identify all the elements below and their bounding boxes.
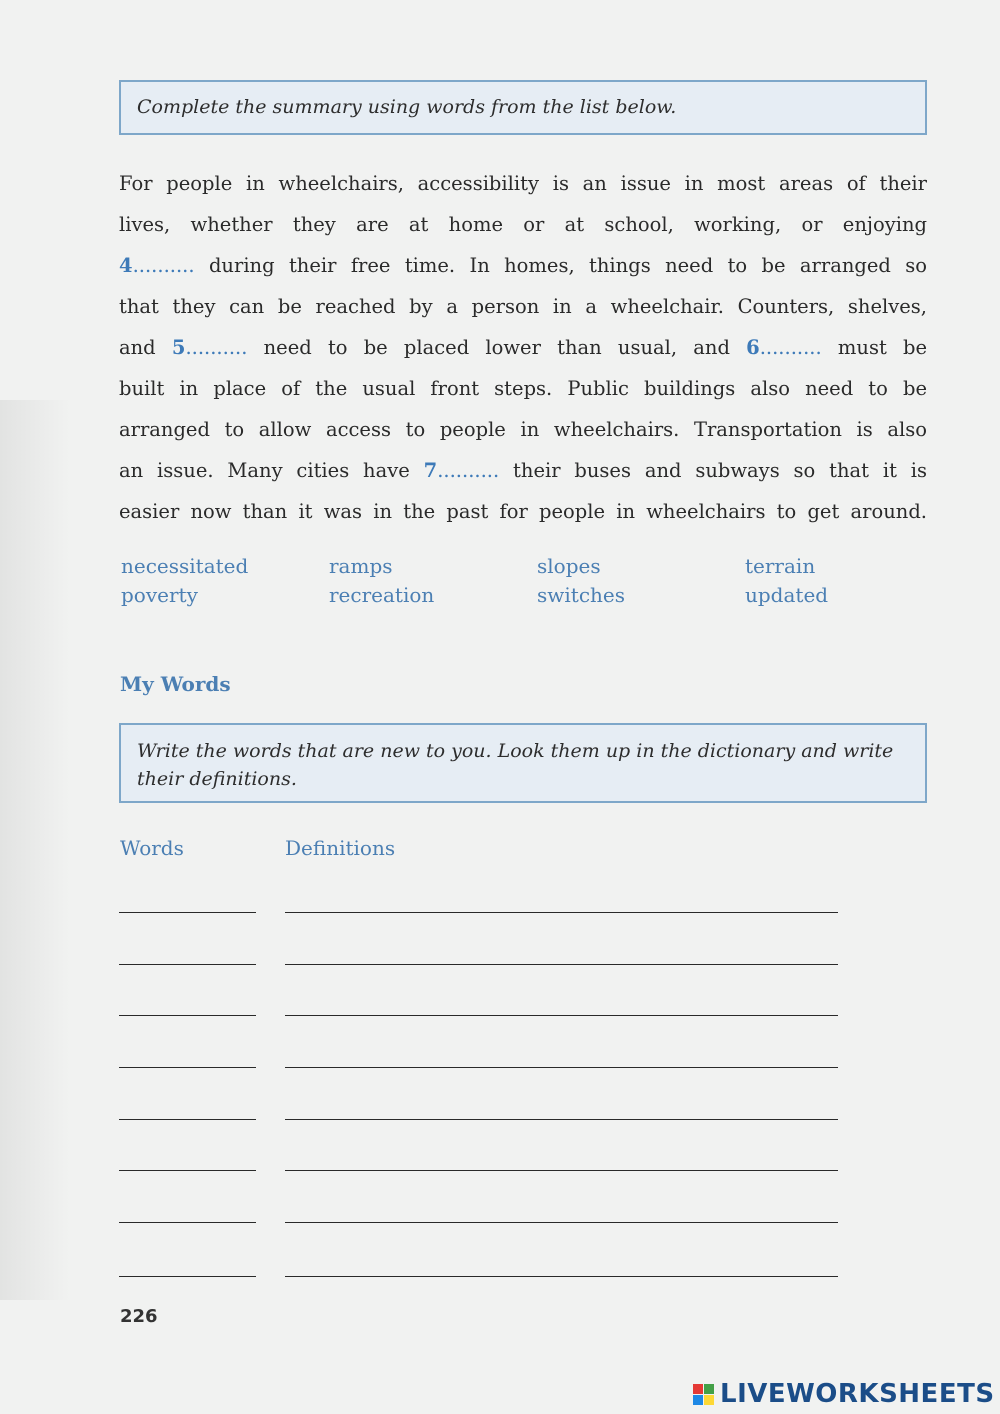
word-write-line[interactable] [119, 1222, 256, 1223]
word-write-line[interactable] [119, 1119, 256, 1120]
summary-line: arranged to allow access to people in wheelchairs. Transportation is also [119, 418, 927, 441]
summary-text: need to be placed lower than usual, and [247, 336, 747, 359]
word-option: slopes [537, 554, 601, 578]
blank-5[interactable]: .......... [185, 336, 248, 359]
blank-4[interactable]: .......... [132, 254, 195, 277]
blank-number-7: 7 [423, 459, 438, 482]
words-column-header: Words [120, 836, 184, 860]
word-option: poverty [121, 583, 198, 607]
summary-line: lives, whether they are at home or at school, working, or enjoying [119, 213, 927, 236]
summary-paragraph [119, 163, 927, 532]
summary-text: their buses and subways so that it is [499, 459, 927, 482]
definition-write-line[interactable] [285, 1170, 838, 1171]
definition-write-line[interactable] [285, 1119, 838, 1120]
summary-text: and [119, 336, 172, 359]
word-option: switches [537, 583, 625, 607]
word-option: ramps [329, 554, 393, 578]
blank-6[interactable]: .......... [759, 336, 822, 359]
summary-line [119, 327, 927, 368]
definitions-column-header: Definitions [285, 836, 396, 860]
summary-line: built in place of the usual front steps. Public buildings also need to be [119, 377, 927, 400]
instruction-box-my-words [119, 723, 927, 803]
page-number: 226 [120, 1306, 158, 1327]
page-shadow [0, 400, 70, 1300]
summary-text: an issue. Many cities have [119, 459, 424, 482]
word-write-line[interactable] [119, 1015, 256, 1016]
definition-write-line[interactable] [285, 964, 838, 965]
definition-write-line[interactable] [285, 1276, 838, 1277]
summary-text: during their free time. In homes, things need to be arranged so [194, 254, 927, 277]
definition-write-line[interactable] [285, 1015, 838, 1016]
liveworksheets-logo [693, 1379, 995, 1409]
word-option: updated [745, 583, 829, 607]
word-write-line[interactable] [119, 1170, 256, 1171]
instruction-text: Complete the summary using words from the list below. [137, 96, 677, 118]
blank-number-6: 6 [746, 336, 760, 359]
word-option: terrain [745, 554, 816, 578]
brand-name: LIVEWORKSHEETS [720, 1379, 995, 1409]
summary-line: that they can be reached by a person in a wheelchair. Counters, shelves, [119, 295, 927, 318]
summary-line: For people in wheelchairs, accessibility is an issue in most areas of their [119, 172, 927, 195]
blank-number-5: 5 [171, 336, 186, 359]
instruction-text: Write the words that are new to you. Look them up in the dictionary and write their definitions. [137, 740, 894, 790]
word-write-line[interactable] [119, 964, 256, 965]
definition-write-line[interactable] [285, 912, 838, 913]
logo-icon [693, 1384, 714, 1405]
definition-write-line[interactable] [285, 1222, 838, 1223]
word-option: recreation [329, 583, 435, 607]
summary-text: must be [821, 336, 927, 359]
word-write-line[interactable] [119, 912, 256, 913]
summary-line [119, 245, 927, 286]
definition-write-line[interactable] [285, 1067, 838, 1068]
word-write-line[interactable] [119, 1276, 256, 1277]
word-write-line[interactable] [119, 1067, 256, 1068]
word-list [121, 553, 905, 609]
blank-number-4: 4 [119, 254, 133, 277]
summary-line: easier now than it was in the past for people in wheelchairs to get around. [119, 500, 927, 523]
my-words-heading: My Words [120, 672, 231, 696]
word-option: necessitated [121, 554, 249, 578]
instruction-box-summary [119, 80, 927, 135]
blank-7[interactable]: .......... [437, 459, 500, 482]
summary-line [119, 450, 927, 491]
